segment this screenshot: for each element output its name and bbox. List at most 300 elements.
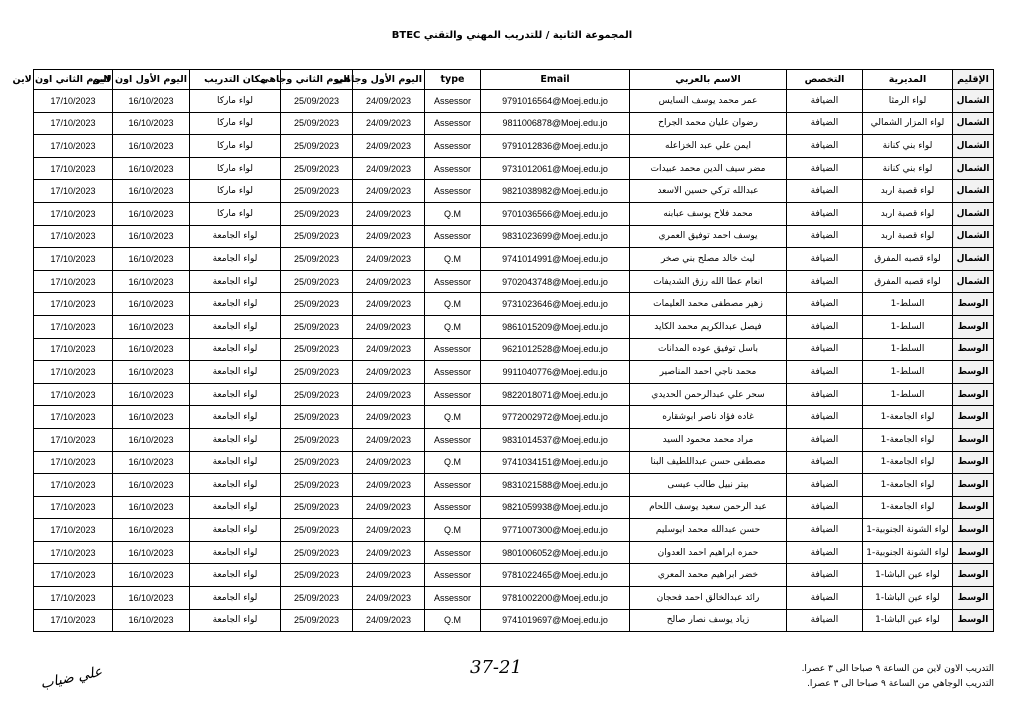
cell-day1-online: 16/10/2023 — [113, 564, 190, 587]
cell-email: 9831014537@Moej.edu.jo — [481, 428, 630, 451]
cell-specialty: الضيافة — [787, 202, 863, 225]
cell-directorate: السلط-1 — [863, 361, 953, 384]
cell-region: الشمال — [953, 135, 994, 158]
cell-day2-inperson: 25/09/2023 — [281, 90, 353, 113]
cell-day1-online: 16/10/2023 — [113, 248, 190, 271]
cell-location: لواء ماركا — [190, 202, 281, 225]
cell-email: 9861015209@Moej.edu.jo — [481, 315, 630, 338]
cell-day1-online: 16/10/2023 — [113, 202, 190, 225]
cell-directorate: السلط-1 — [863, 315, 953, 338]
cell-name: فيصل عبدالكريم محمد الكايد — [630, 315, 787, 338]
table-row — [34, 202, 994, 225]
cell-day2-online: 17/10/2023 — [34, 541, 113, 564]
table-row — [34, 338, 994, 361]
cell-type: Assessor — [425, 541, 481, 564]
cell-day1-online: 16/10/2023 — [113, 293, 190, 316]
cell-location: لواء الجامعة — [190, 587, 281, 610]
cell-day2-inperson: 25/09/2023 — [281, 609, 353, 632]
cell-location: لواء الجامعة — [190, 383, 281, 406]
cell-day2-online: 17/10/2023 — [34, 270, 113, 293]
cell-type: Assessor — [425, 383, 481, 406]
cell-day1-inperson: 24/09/2023 — [353, 248, 425, 271]
table-row — [34, 451, 994, 474]
table-row — [34, 406, 994, 429]
cell-day1-inperson: 24/09/2023 — [353, 406, 425, 429]
table-row — [34, 180, 994, 203]
cell-type: Assessor — [425, 157, 481, 180]
table-row — [34, 112, 994, 135]
cell-day2-inperson: 25/09/2023 — [281, 338, 353, 361]
cell-day2-online: 17/10/2023 — [34, 90, 113, 113]
cell-specialty: الضيافة — [787, 496, 863, 519]
cell-specialty: الضيافة — [787, 248, 863, 271]
cell-day1-inperson: 24/09/2023 — [353, 112, 425, 135]
cell-region: الوسط — [953, 293, 994, 316]
cell-location: لواء ماركا — [190, 135, 281, 158]
cell-directorate: لواء قصبة اربد — [863, 180, 953, 203]
cell-day1-inperson: 24/09/2023 — [353, 519, 425, 542]
cell-day2-inperson: 25/09/2023 — [281, 451, 353, 474]
cell-location: لواء الجامعة — [190, 474, 281, 497]
cell-region: الشمال — [953, 157, 994, 180]
cell-day2-online: 17/10/2023 — [34, 474, 113, 497]
cell-location: لواء الجامعة — [190, 496, 281, 519]
cell-day1-inperson: 24/09/2023 — [353, 541, 425, 564]
note-inperson: التدريب الوجاهي من الساعة ٩ صباحا الى ٣ عصرا. — [807, 679, 994, 689]
cell-email: 9801006052@Moej.edu.jo — [481, 541, 630, 564]
cell-type: Assessor — [425, 496, 481, 519]
cell-region: الوسط — [953, 361, 994, 384]
page-title: المجموعة الثانية / للتدريب المهني والتقني BTEC — [391, 30, 633, 41]
cell-region: الوسط — [953, 406, 994, 429]
cell-location: لواء ماركا — [190, 180, 281, 203]
cell-region: الشمال — [953, 180, 994, 203]
cell-day2-inperson: 25/09/2023 — [281, 587, 353, 610]
cell-day1-inperson: 24/09/2023 — [353, 293, 425, 316]
cell-region: الوسط — [953, 428, 994, 451]
cell-specialty: الضيافة — [787, 609, 863, 632]
cell-directorate: لواء قصبه المفرق — [863, 270, 953, 293]
cell-region: الشمال — [953, 248, 994, 271]
cell-type: Assessor — [425, 361, 481, 384]
cell-day1-inperson: 24/09/2023 — [353, 474, 425, 497]
cell-directorate: لواء الجامعة-1 — [863, 496, 953, 519]
cell-type: Assessor — [425, 90, 481, 113]
header-row — [34, 70, 994, 90]
cell-location: لواء الجامعة — [190, 315, 281, 338]
cell-region: الوسط — [953, 383, 994, 406]
table-row — [34, 383, 994, 406]
cell-name: مصطفى حسن عبداللطيف البنا — [630, 451, 787, 474]
cell-day1-online: 16/10/2023 — [113, 90, 190, 113]
cell-specialty: الضيافة — [787, 587, 863, 610]
cell-email: 9771007300@Moej.edu.jo — [481, 519, 630, 542]
cell-region: الشمال — [953, 225, 994, 248]
cell-name: زهير مصطفى محمد العليمات — [630, 293, 787, 316]
cell-location: لواء الجامعة — [190, 270, 281, 293]
cell-specialty: الضيافة — [787, 428, 863, 451]
table-row — [34, 564, 994, 587]
cell-region: الوسط — [953, 564, 994, 587]
cell-day2-inperson: 25/09/2023 — [281, 541, 353, 564]
table-row — [34, 361, 994, 384]
cell-day2-inperson: 25/09/2023 — [281, 270, 353, 293]
cell-region: الوسط — [953, 474, 994, 497]
cell-name: مضر سيف الدين محمد عبيدات — [630, 157, 787, 180]
cell-email: 9702043748@Moej.edu.jo — [481, 270, 630, 293]
cell-name: رائد عبدالخالق احمد فحجان — [630, 587, 787, 610]
cell-specialty: الضيافة — [787, 112, 863, 135]
cell-specialty: الضيافة — [787, 338, 863, 361]
cell-specialty: الضيافة — [787, 361, 863, 384]
cell-directorate: لواء الشونة الجنوبية-1 — [863, 541, 953, 564]
cell-name: محمد ناجي احمد المناصير — [630, 361, 787, 384]
cell-specialty: الضيافة — [787, 474, 863, 497]
cell-email: 9741019697@Moej.edu.jo — [481, 609, 630, 632]
cell-specialty: الضيافة — [787, 293, 863, 316]
cell-day2-online: 17/10/2023 — [34, 202, 113, 225]
table-row — [34, 225, 994, 248]
cell-day2-inperson: 25/09/2023 — [281, 225, 353, 248]
cell-day2-online: 17/10/2023 — [34, 225, 113, 248]
cell-day2-inperson: 25/09/2023 — [281, 383, 353, 406]
cell-day1-online: 16/10/2023 — [113, 428, 190, 451]
cell-day1-online: 16/10/2023 — [113, 609, 190, 632]
cell-day2-online: 17/10/2023 — [34, 315, 113, 338]
cell-name: حسن عبدالله محمد ابوسليم — [630, 519, 787, 542]
cell-email: 9791016564@Moej.edu.jo — [481, 90, 630, 113]
cell-type: Assessor — [425, 428, 481, 451]
table-row — [34, 609, 994, 632]
cell-name: مراد محمد محمود السيد — [630, 428, 787, 451]
footer-notes — [802, 662, 994, 692]
cell-specialty: الضيافة — [787, 90, 863, 113]
cell-day2-online: 17/10/2023 — [34, 428, 113, 451]
cell-name: زياد يوسف نصار صالح — [630, 609, 787, 632]
cell-directorate: لواء عين الباشا-1 — [863, 587, 953, 610]
cell-specialty: الضيافة — [787, 541, 863, 564]
cell-day1-inperson: 24/09/2023 — [353, 225, 425, 248]
cell-email: 9791012836@Moej.edu.jo — [481, 135, 630, 158]
cell-day1-online: 16/10/2023 — [113, 587, 190, 610]
cell-email: 9741034151@Moej.edu.jo — [481, 451, 630, 474]
page-number: 37-21 — [470, 657, 522, 678]
cell-specialty: الضيافة — [787, 135, 863, 158]
cell-day1-inperson: 24/09/2023 — [353, 451, 425, 474]
cell-day1-online: 16/10/2023 — [113, 383, 190, 406]
cell-type: Q.M — [425, 248, 481, 271]
cell-day2-inperson: 25/09/2023 — [281, 202, 353, 225]
cell-name: انعام عطا الله رزق الشديفات — [630, 270, 787, 293]
cell-directorate: لواء عين الباشا-1 — [863, 564, 953, 587]
table-row — [34, 519, 994, 542]
cell-directorate: السلط-1 — [863, 293, 953, 316]
cell-day2-inperson: 25/09/2023 — [281, 496, 353, 519]
cell-location: لواء الجامعة — [190, 248, 281, 271]
cell-day1-online: 16/10/2023 — [113, 225, 190, 248]
cell-name: خضر ابراهيم محمد المعري — [630, 564, 787, 587]
cell-location: لواء الجامعة — [190, 428, 281, 451]
cell-location: لواء الجامعة — [190, 225, 281, 248]
cell-day2-inperson: 25/09/2023 — [281, 519, 353, 542]
cell-day1-inperson: 24/09/2023 — [353, 383, 425, 406]
cell-day2-online: 17/10/2023 — [34, 496, 113, 519]
cell-day2-inperson: 25/09/2023 — [281, 428, 353, 451]
cell-name: رضوان عليان محمد الجراح — [630, 112, 787, 135]
cell-day1-online: 16/10/2023 — [113, 338, 190, 361]
cell-day1-online: 16/10/2023 — [113, 270, 190, 293]
cell-location: لواء ماركا — [190, 157, 281, 180]
cell-day2-online: 17/10/2023 — [34, 587, 113, 610]
cell-directorate: السلط-1 — [863, 338, 953, 361]
cell-day1-online: 16/10/2023 — [113, 519, 190, 542]
cell-day2-online: 17/10/2023 — [34, 157, 113, 180]
cell-type: Q.M — [425, 451, 481, 474]
cell-day2-inperson: 25/09/2023 — [281, 112, 353, 135]
cell-day2-inperson: 25/09/2023 — [281, 157, 353, 180]
cell-location: لواء الجامعة — [190, 519, 281, 542]
cell-type: Assessor — [425, 587, 481, 610]
cell-name: محمد فلاح يوسف عبابنه — [630, 202, 787, 225]
cell-directorate: لواء قصبه المفرق — [863, 248, 953, 271]
cell-region: الوسط — [953, 609, 994, 632]
cell-type: Q.M — [425, 406, 481, 429]
cell-day1-inperson: 24/09/2023 — [353, 157, 425, 180]
table-row — [34, 541, 994, 564]
table-row — [34, 315, 994, 338]
cell-name: ليث خالد مصلح بني صخر — [630, 248, 787, 271]
cell-day1-inperson: 24/09/2023 — [353, 338, 425, 361]
cell-type: Assessor — [425, 225, 481, 248]
cell-day2-inperson: 25/09/2023 — [281, 248, 353, 271]
cell-directorate: لواء قصبة اربد — [863, 225, 953, 248]
cell-day2-online: 17/10/2023 — [34, 180, 113, 203]
cell-region: الوسط — [953, 541, 994, 564]
cell-name: يوسف احمد توفيق العمري — [630, 225, 787, 248]
cell-day2-inperson: 25/09/2023 — [281, 361, 353, 384]
cell-directorate: لواء بني كنانة — [863, 135, 953, 158]
cell-day2-inperson: 25/09/2023 — [281, 180, 353, 203]
table-row — [34, 428, 994, 451]
cell-day2-online: 17/10/2023 — [34, 451, 113, 474]
cell-day2-online: 17/10/2023 — [34, 609, 113, 632]
cell-email: 9821059938@Moej.edu.jo — [481, 496, 630, 519]
cell-day2-online: 17/10/2023 — [34, 406, 113, 429]
cell-email: 9831021588@Moej.edu.jo — [481, 474, 630, 497]
cell-location: لواء الجامعة — [190, 451, 281, 474]
cell-day1-online: 16/10/2023 — [113, 315, 190, 338]
cell-type: Assessor — [425, 135, 481, 158]
table-row — [34, 293, 994, 316]
table-row — [34, 157, 994, 180]
cell-location: لواء الجامعة — [190, 564, 281, 587]
cell-region: الشمال — [953, 202, 994, 225]
cell-region: الوسط — [953, 496, 994, 519]
cell-directorate: لواء قصبة اربد — [863, 202, 953, 225]
cell-name: حمزه ابراهيم احمد العدوان — [630, 541, 787, 564]
cell-name: سحر علي عبدالرحمن الحديدي — [630, 383, 787, 406]
cell-directorate: لواء الجامعة-1 — [863, 406, 953, 429]
cell-day2-online: 17/10/2023 — [34, 338, 113, 361]
header-day1-inperson: اليوم الأول وجاهي — [353, 70, 425, 90]
cell-day1-online: 16/10/2023 — [113, 180, 190, 203]
cell-region: الشمال — [953, 112, 994, 135]
cell-day1-inperson: 24/09/2023 — [353, 270, 425, 293]
cell-region: الشمال — [953, 90, 994, 113]
cell-day2-inperson: 25/09/2023 — [281, 474, 353, 497]
cell-specialty: الضيافة — [787, 180, 863, 203]
handwritten-signature: علي ضياب — [39, 663, 104, 693]
cell-day1-online: 16/10/2023 — [113, 361, 190, 384]
cell-directorate: لواء الرمثا — [863, 90, 953, 113]
header-directorate: المديرية — [863, 70, 953, 90]
cell-type: Assessor — [425, 338, 481, 361]
cell-day1-inperson: 24/09/2023 — [353, 609, 425, 632]
assignment-table — [12, 69, 994, 632]
cell-name: غاده فؤاد ناصر ابوشقاره — [630, 406, 787, 429]
cell-day1-online: 16/10/2023 — [113, 451, 190, 474]
cell-location: لواء ماركا — [190, 90, 281, 113]
cell-day1-online: 16/10/2023 — [113, 541, 190, 564]
cell-day2-online: 17/10/2023 — [34, 248, 113, 271]
cell-day2-inperson: 25/09/2023 — [281, 564, 353, 587]
cell-email: 9701036566@Moej.edu.jo — [481, 202, 630, 225]
cell-directorate: لواء الجامعة-1 — [863, 474, 953, 497]
cell-specialty: الضيافة — [787, 157, 863, 180]
cell-day1-online: 16/10/2023 — [113, 157, 190, 180]
cell-day1-inperson: 24/09/2023 — [353, 90, 425, 113]
cell-directorate: لواء المزار الشمالي — [863, 112, 953, 135]
cell-location: لواء الجامعة — [190, 361, 281, 384]
cell-day2-online: 17/10/2023 — [34, 383, 113, 406]
table-row — [34, 496, 994, 519]
cell-day1-online: 16/10/2023 — [113, 474, 190, 497]
cell-specialty: الضيافة — [787, 519, 863, 542]
cell-region: الشمال — [953, 270, 994, 293]
header-region: الإقليم — [953, 70, 994, 90]
cell-type: Q.M — [425, 519, 481, 542]
cell-day1-online: 16/10/2023 — [113, 496, 190, 519]
cell-type: Q.M — [425, 315, 481, 338]
cell-email: 9821038982@Moej.edu.jo — [481, 180, 630, 203]
cell-type: Assessor — [425, 474, 481, 497]
table-row — [34, 248, 994, 271]
cell-location: لواء الجامعة — [190, 293, 281, 316]
cell-directorate: لواء الجامعة-1 — [863, 451, 953, 474]
cell-directorate: لواء الجامعة-1 — [863, 428, 953, 451]
cell-day2-online: 17/10/2023 — [34, 135, 113, 158]
cell-day2-online: 17/10/2023 — [34, 112, 113, 135]
cell-day1-inperson: 24/09/2023 — [353, 180, 425, 203]
cell-location: لواء ماركا — [190, 112, 281, 135]
cell-directorate: السلط-1 — [863, 383, 953, 406]
cell-email: 9781022465@Moej.edu.jo — [481, 564, 630, 587]
cell-type: Assessor — [425, 112, 481, 135]
cell-region: الوسط — [953, 338, 994, 361]
cell-type: Assessor — [425, 180, 481, 203]
cell-specialty: الضيافة — [787, 383, 863, 406]
cell-day1-inperson: 24/09/2023 — [353, 496, 425, 519]
cell-email: 9621012528@Moej.edu.jo — [481, 338, 630, 361]
cell-email: 9911040776@Moej.edu.jo — [481, 361, 630, 384]
cell-email: 9822018071@Moej.edu.jo — [481, 383, 630, 406]
cell-region: الوسط — [953, 519, 994, 542]
cell-day2-inperson: 25/09/2023 — [281, 315, 353, 338]
cell-day1-inperson: 24/09/2023 — [353, 428, 425, 451]
cell-specialty: الضيافة — [787, 225, 863, 248]
header-email: Email — [481, 70, 630, 90]
cell-location: لواء الجامعة — [190, 406, 281, 429]
cell-email: 9741014991@Moej.edu.jo — [481, 248, 630, 271]
cell-specialty: الضيافة — [787, 406, 863, 429]
cell-day1-inperson: 24/09/2023 — [353, 361, 425, 384]
header-type: type — [425, 70, 481, 90]
cell-location: لواء الجامعة — [190, 338, 281, 361]
header-day1-online: اليوم الأول اون لاين — [113, 70, 190, 90]
cell-email: 9811006878@Moej.edu.jo — [481, 112, 630, 135]
cell-region: الوسط — [953, 315, 994, 338]
header-day2-online: اليوم الثاني اون لاين — [34, 70, 113, 90]
cell-type: Assessor — [425, 564, 481, 587]
cell-location: لواء الجامعة — [190, 541, 281, 564]
cell-day1-inperson: 24/09/2023 — [353, 135, 425, 158]
header-name: الاسم بالعربي — [630, 70, 787, 90]
cell-day2-online: 17/10/2023 — [34, 361, 113, 384]
cell-name: ايمن علي عبد الخزاعله — [630, 135, 787, 158]
cell-email: 9831023699@Moej.edu.jo — [481, 225, 630, 248]
header-day2-inperson: اليوم الثاني وجاهي — [281, 70, 353, 90]
cell-day1-inperson: 24/09/2023 — [353, 587, 425, 610]
cell-type: Assessor — [425, 270, 481, 293]
cell-type: Q.M — [425, 202, 481, 225]
cell-day2-inperson: 25/09/2023 — [281, 135, 353, 158]
cell-day2-online: 17/10/2023 — [34, 564, 113, 587]
cell-name: عبد الرحمن سعيد يوسف اللحام — [630, 496, 787, 519]
table-body — [34, 90, 994, 632]
cell-email: 9781002200@Moej.edu.jo — [481, 587, 630, 610]
cell-day2-online: 17/10/2023 — [34, 293, 113, 316]
cell-day1-inperson: 24/09/2023 — [353, 315, 425, 338]
table-row — [34, 270, 994, 293]
cell-region: الوسط — [953, 587, 994, 610]
cell-location: لواء الجامعة — [190, 609, 281, 632]
cell-region: الوسط — [953, 451, 994, 474]
cell-specialty: الضيافة — [787, 564, 863, 587]
cell-directorate: لواء الشونة الجنوبية-1 — [863, 519, 953, 542]
cell-name: بيتر نبيل طالب عيسى — [630, 474, 787, 497]
table-row — [34, 474, 994, 497]
cell-email: 9772002972@Moej.edu.jo — [481, 406, 630, 429]
note-online: التدريب الاون لاين من الساعة ٩ صباحا الى ٣ عصرا. — [801, 664, 994, 674]
cell-day2-inperson: 25/09/2023 — [281, 406, 353, 429]
cell-day1-inperson: 24/09/2023 — [353, 564, 425, 587]
cell-directorate: لواء بني كنانة — [863, 157, 953, 180]
cell-day1-online: 16/10/2023 — [113, 112, 190, 135]
cell-directorate: لواء عين الباشا-1 — [863, 609, 953, 632]
cell-email: 9731023646@Moej.edu.jo — [481, 293, 630, 316]
header-location: مكان التدريب — [190, 70, 281, 90]
table-row — [34, 587, 994, 610]
cell-specialty: الضيافة — [787, 270, 863, 293]
table-row — [34, 90, 994, 113]
table-row — [34, 135, 994, 158]
cell-specialty: الضيافة — [787, 315, 863, 338]
cell-type: Q.M — [425, 609, 481, 632]
cell-name: عمر محمد يوسف السايس — [630, 90, 787, 113]
cell-day1-online: 16/10/2023 — [113, 135, 190, 158]
cell-type: Q.M — [425, 293, 481, 316]
cell-day1-inperson: 24/09/2023 — [353, 202, 425, 225]
